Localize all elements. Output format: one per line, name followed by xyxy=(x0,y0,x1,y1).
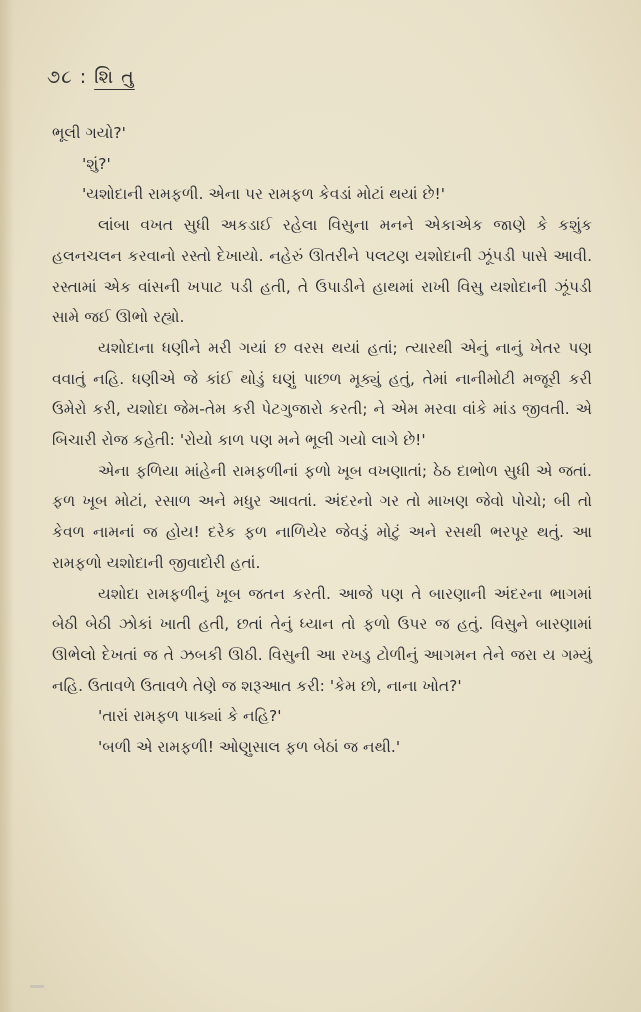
paragraph-4: લાંબા વખત સુધી અકડાઈ રહેલા વિસુના મનને એકાએક જાણે કે કશુંક હલનચલન કરવાનો રસ્તો દેખાયો. નહેરું ઊતરીને પલટણ યશોદાની ઝૂંપડી પાસે આવી. રસ્તામાં એક વાંસની ખપાટ પડી હતી, તે ઉપાડીને હાથમાં રાખી વિસુ યશોદાની ઝૂંપડી સામે જઈ ઊભો રહ્યો. xyxy=(52,216,592,327)
paragraph-5: યશોદાના ધણીને મરી ગયાં છ વરસ થયાં હતાં; ત્યારથી એનું નાનું ખેતર પણ વવાતું નહિ. ધણીએ જે કાંઈ થોડું ઘણું પાછળ મૂક્યું હતું, તેમાં નાનીમોટી મજૂરી કરી ઉમેરો કરી, યશોદા જેમ-તેમ કરી પેટગુજારો કરતી; ને એમ મરવા વાંકે માંડ જીવતી. એ બિચારી રોજ કહેતી: 'રોયો કાળ પણ મને ભૂલી ગયો લાગે છે!' xyxy=(52,338,592,450)
paragraph-8: 'તારાં રામફળ પાક્યાં કે નહિ?' xyxy=(98,707,282,726)
ink-smudge xyxy=(30,985,44,988)
paragraph-2: 'શું?' xyxy=(82,154,111,173)
paragraph-9: 'બળી એ રામફળી! ઓણુસાલ ફળ બેઠાં જ નથી.' xyxy=(98,738,401,757)
paragraph-7: યશોદા રામફળીનું ખૂબ જતન કરતી. આજે પણ તે બારણાની અંદરના ભાગમાં બેઠી બેઠી ઝોકાં ખાતી હતી, છતાં તેનું ધ્યાન તો ફળો ઉપર જ હતું. વિસુને બારણામાં ઊભેલો દેખતાં જ તે ઝબકી ઊઠી. વિસુની આ રખડુ ટોળીનું આગમન તેને જરા ય ગમ્યું નહિ. ઉતાવળે ઉતાવળે તેણે જ શરૂઆત કરી: 'કેમ છો, નાના ખોત?' xyxy=(52,584,592,695)
page-number: ૭૮ xyxy=(47,66,73,88)
paragraph-3: 'યશોદાની રામફળી. એના પર રામફળ કેવડાં મોટાં થયાં છે!' xyxy=(82,185,445,204)
page-gutter-shadow xyxy=(0,0,14,1012)
page-header xyxy=(47,66,135,88)
header-separator: : xyxy=(79,66,88,88)
running-title: શિ તુ xyxy=(94,66,135,88)
paragraph-6: એના ફળિયા માંહેની રામફળીનાં ફળો ખૂબ વખણાતાં; ઠેઠ દાભોળ સુધી એ જતાં. ફળ ખૂબ મોટાં, રસાળ અને મધુર આવતાં. અંદરનો ગર તો માખણ જેવો પોચો; બી તો કેવળ નામનાં જ હોય! દરેક ફળ નાળિયેર જેવડું મોટું અને રસથી ભરપૂર થતું. આ રામફળો યશોદાની જીવાદોરી હતાં. xyxy=(52,461,592,572)
body-text xyxy=(52,118,592,763)
paragraph-1: ભૂલી ગયો?' xyxy=(52,124,126,142)
